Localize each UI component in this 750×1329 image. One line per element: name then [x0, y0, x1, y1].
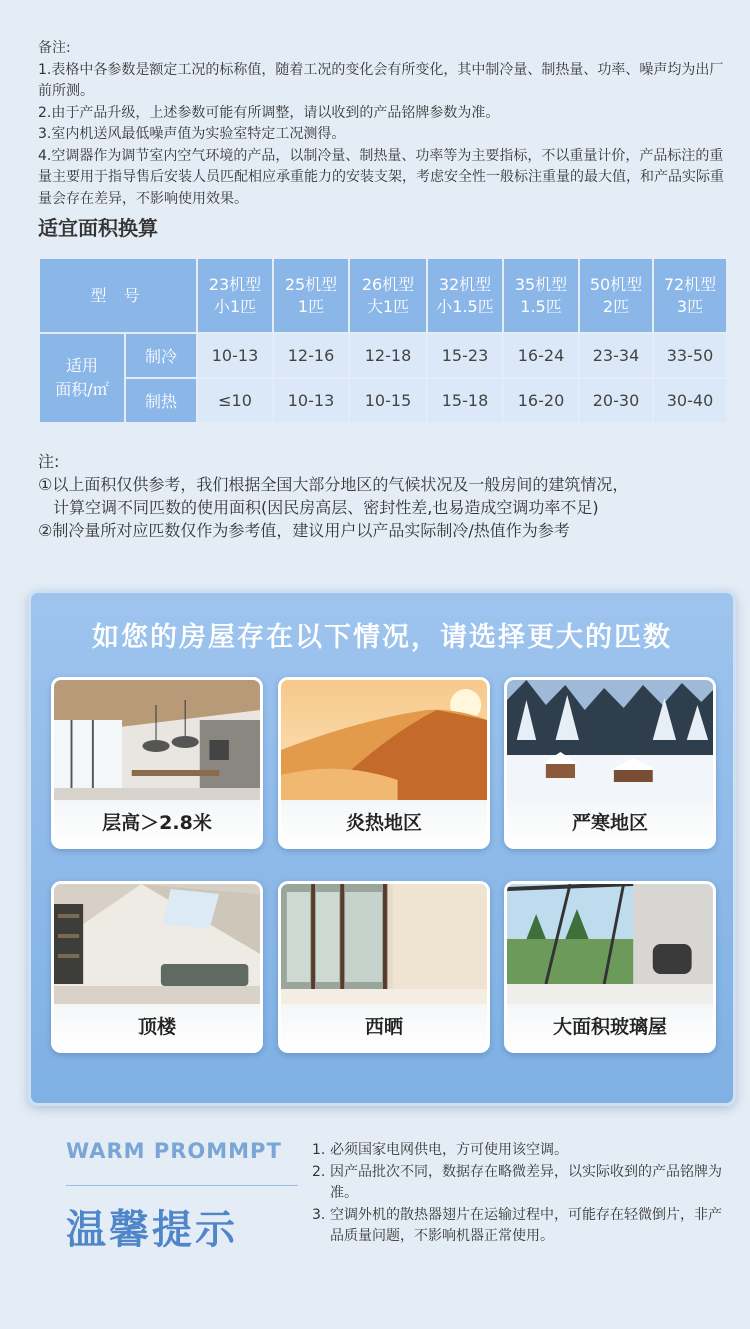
area-note-1: ①以上面积仅供参考，我们根据全国大部分地区的气候状况及一般房间的建筑情况， [38, 475, 629, 494]
card-label-top-floor: 顶楼 [54, 1004, 260, 1050]
area-section-title: 适宜面积换算 [38, 216, 158, 240]
glass-room-image [507, 884, 713, 1004]
card-glass-room [504, 881, 716, 1053]
cool-value-25: 12-16 [273, 333, 349, 378]
larger-capacity-panel [28, 590, 736, 1106]
model-header-26: 26机型 大1匹 [349, 258, 427, 333]
warm-prompt-list [312, 1140, 732, 1248]
model-header-25: 25机型 1匹 [273, 258, 349, 333]
card-label-hot-region: 炎热地区 [281, 800, 487, 846]
attic-image [54, 884, 260, 1004]
model-header: 型 号 [39, 258, 197, 333]
spec-notes [38, 38, 728, 210]
cool-value-26: 12-18 [349, 333, 427, 378]
warm-prompt-cn: 温馨提示 [66, 1207, 238, 1253]
warm-divider [66, 1185, 298, 1186]
west-sun-image [281, 884, 487, 1004]
heat-value-72: 30-40 [653, 378, 727, 423]
note-item-4: 4.空调器作为调节室内空气环境的产品，以制冷量、制热量、功率等为主要指标，不以重量计价，产品标注的重量主要用于指导售后安装人员匹配相应承重能力的安装支架，考虑安全性一般标注重量的最大值，和产品实际重量会存在差异，不影响使用效果。 [38, 147, 724, 207]
card-west-sun [278, 881, 490, 1053]
heat-value-26: 10-15 [349, 378, 427, 423]
heat-value-32: 15-18 [427, 378, 503, 423]
area-note-1-cont: 计算空调不同匹数的使用面积(因民房高层、密封性差,也易造成空调功率不足) [53, 498, 599, 517]
area-note-2: ②制冷量所对应匹数仅作为参考值，建议用户以产品实际制冷/热值作为参考 [38, 521, 570, 540]
model-header-23: 23机型 小1匹 [197, 258, 273, 333]
notes-heading: 备注: [38, 40, 71, 56]
cool-value-50: 23-34 [579, 333, 653, 378]
heat-value-35: 16-20 [503, 378, 579, 423]
area-label: 适用 面积/㎡ [39, 333, 125, 423]
list-item: 3. 空调外机的散热器翅片在运输过程中，可能存在轻微倒片，非产品质量问题，不影响机器正常使用。 [312, 1206, 722, 1244]
heat-value-23: ≤10 [197, 378, 273, 423]
note-item-1: 1.表格中各参数是额定工况的标称值，随着工况的变化会有所变化，其中制冷量、制热量、功率、噪声均为出厂前所测。 [38, 61, 724, 99]
high-ceiling-image [54, 680, 260, 800]
heat-label: 制热 [125, 378, 197, 423]
card-cold-region [504, 677, 716, 849]
model-header-35: 35机型 1.5匹 [503, 258, 579, 333]
snow-image [507, 680, 713, 800]
heat-value-25: 10-13 [273, 378, 349, 423]
heat-value-50: 20-30 [579, 378, 653, 423]
cool-value-23: 10-13 [197, 333, 273, 378]
card-hot-region [278, 677, 490, 849]
card-label-glass-room: 大面积玻璃屋 [507, 1004, 713, 1050]
card-label-west-sun: 西晒 [281, 1004, 487, 1050]
cool-value-72: 33-50 [653, 333, 727, 378]
note-item-2: 2.由于产品升级，上述参数可能有所调整，请以收到的产品铭牌参数为准。 [38, 104, 500, 121]
card-top-floor [51, 881, 263, 1053]
list-item: 1. 必须国家电网供电，方可使用该空调。 [312, 1142, 568, 1158]
panel-title: 如您的房屋存在以下情况，请选择更大的匹数 [92, 622, 672, 653]
warm-prompt-en: WARM PROMMPT [66, 1139, 282, 1163]
note-item-3: 3.室内机送风最低噪声值为实验室特定工况测得。 [38, 126, 346, 142]
list-item: 2. 因产品批次不同，数据存在略微差异，以实际收到的产品铭牌为准。 [312, 1163, 722, 1201]
area-notes-heading: 注: [38, 452, 60, 471]
cool-label: 制冷 [125, 333, 197, 378]
model-header-50: 50机型 2匹 [579, 258, 653, 333]
desert-image [281, 680, 487, 800]
cool-value-35: 16-24 [503, 333, 579, 378]
card-label-cold-region: 严寒地区 [507, 800, 713, 846]
model-header-32: 32机型 小1.5匹 [427, 258, 503, 333]
model-header-72: 72机型 3匹 [653, 258, 727, 333]
card-label-high-ceiling: 层高＞2.8米 [54, 800, 260, 846]
cool-value-32: 15-23 [427, 333, 503, 378]
area-notes [38, 450, 728, 542]
card-high-ceiling [51, 677, 263, 849]
area-table [38, 257, 728, 424]
